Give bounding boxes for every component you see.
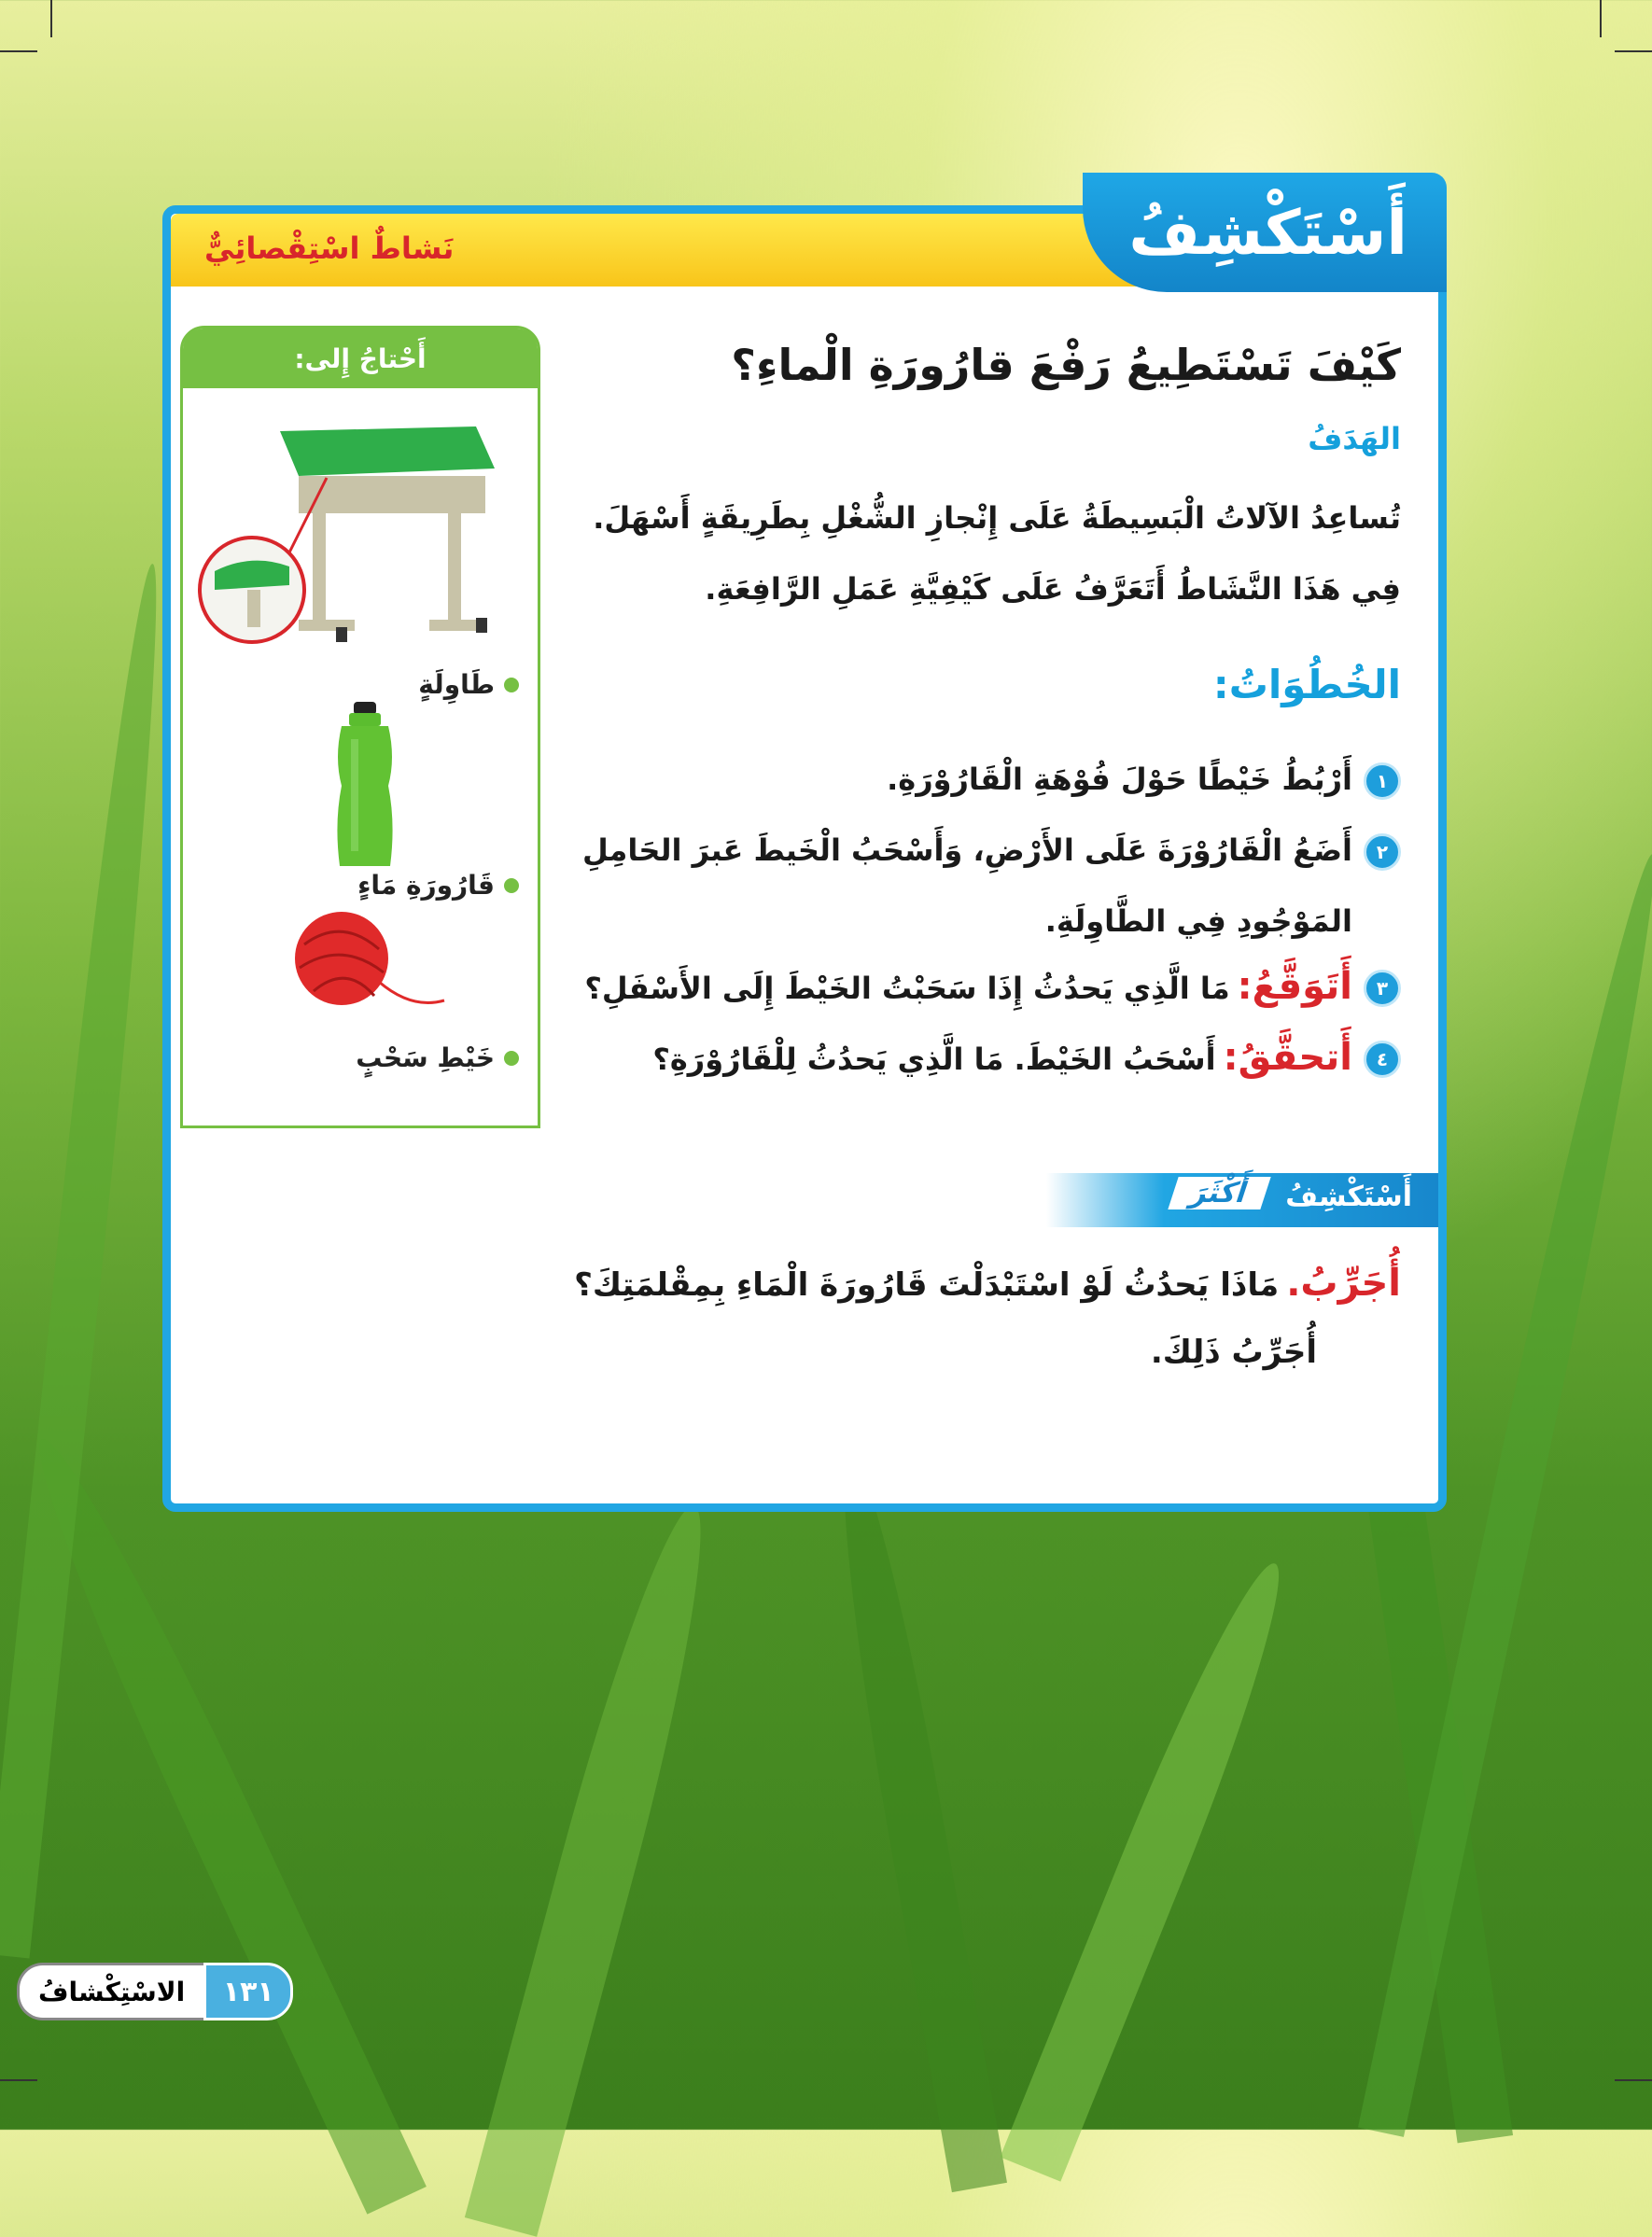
try-text-2: أُجَرِّبُ ذَلِكَ. [1150, 1334, 1317, 1371]
desk-image [196, 403, 523, 646]
try-section [206, 1250, 1401, 1386]
crop-mark [0, 50, 37, 52]
step-text: مَا الَّذِي يَحدُثُ إِذَا سَحَبْتُ الخَيْطَ إِلَى الأَسْفَلِ؟ [584, 971, 1230, 1006]
section-tab [1083, 173, 1447, 292]
material-label: قَارُورَةِ مَاءٍ [357, 870, 495, 901]
step-item [542, 744, 1401, 815]
grass-blade [0, 561, 175, 1958]
crop-mark [50, 0, 52, 37]
step-number: ٤ [1364, 1041, 1401, 1078]
step-number: ٢ [1364, 833, 1401, 871]
activity-type-label: نَشاطٌ اسْتِقْصائِيٌّ [204, 231, 455, 266]
section-tab-label: أَسْتَكْشِفُ [1128, 196, 1407, 269]
material-item [357, 870, 519, 901]
page-number: ١٣١ [203, 1963, 293, 2020]
crop-mark [1600, 0, 1602, 37]
page-footer [17, 1964, 293, 2020]
bottle-image [323, 702, 407, 870]
step-number: ٣ [1364, 970, 1401, 1007]
steps-heading: الخُطُوَاتُ: [1212, 662, 1401, 707]
material-item [418, 669, 519, 700]
activity-panel [162, 196, 1447, 1512]
try-text: مَاذَا يَحدُثُ لَوْ اسْتَبْدَلْتَ قَارُورَةَ الْمَاءِ بِمِقْلمَتِكَ؟ [574, 1266, 1280, 1304]
material-label: خَيْطِ سَحْبٍ [356, 1042, 495, 1073]
explore-more-label-a: أَسْتَكْشِفُ [1285, 1181, 1412, 1213]
try-keyword: أُجَرِّبُ. [1286, 1262, 1401, 1305]
bullet-icon [504, 678, 519, 692]
material-label: طَاوِلَةٍ [418, 669, 495, 700]
crop-mark [1615, 50, 1652, 52]
material-item [356, 1042, 519, 1073]
step-keyword: أَتحقَّقُ: [1223, 1036, 1352, 1079]
step-text: أَضَعُ الْقَارُوْرَةَ عَلَى الأَرْضِ، وَأَسْحَبُ الْخَيطَ عَبرَ الحَامِلِ المَوْجُودِ فِي الطَّاوِلَةِ. [581, 832, 1352, 939]
materials-title: أَحْتاجُ إِلى: [183, 329, 538, 388]
step-item [542, 815, 1401, 957]
grass-blade [822, 1447, 1007, 2192]
crop-mark [1615, 2079, 1652, 2081]
grass-blade [465, 1496, 730, 2236]
footer-section-name: الاسْتِكْشافُ [17, 1963, 203, 2020]
string-ball-image [272, 907, 449, 1019]
grass-blade [1000, 1551, 1305, 2181]
bullet-icon [504, 878, 519, 893]
goal-text: تُساعِدُ الآلاتُ الْبَسِيطَةُ عَلَى إِنْجازِ الشُّغْلِ بِطَرِيقَةٍ أَسْهَلَ. فِي هَذَا النَّشَاطُ أَتَعَرَّفُ عَلَى كَيْفِيَّةِ عَمَلِ الرَّافِعَةِ. [593, 500, 1401, 607]
step-number: ١ [1364, 762, 1401, 800]
materials-sidebar [180, 326, 540, 1128]
bullet-icon [504, 1051, 519, 1066]
crop-mark [0, 2079, 37, 2081]
step-item [542, 1022, 1401, 1095]
step-keyword: أَتَوَقَّعُ: [1237, 965, 1352, 1008]
step-text: أَرْبُطُ خَيْطًا حَوْلَ فُوْهَةِ الْقَارُوْرَةِ. [887, 762, 1352, 797]
step-text: أَسْحَبُ الخَيْطَ. مَا الَّذِي يَحدُثُ لِلْقَارُوْرَةِ؟ [652, 1042, 1216, 1077]
step-item [542, 951, 1401, 1024]
grass-blade [12, 1425, 427, 2214]
explore-more-bar [1046, 1173, 1438, 1227]
goal-heading: الهَدَفُ [1308, 421, 1401, 456]
explore-more-label-b: أَكْثَرَ [1169, 1177, 1271, 1209]
question-title: كَيْفَ تَسْتَطِيعُ رَفْعَ قارُورَةِ الْماءِ؟ [731, 340, 1401, 390]
